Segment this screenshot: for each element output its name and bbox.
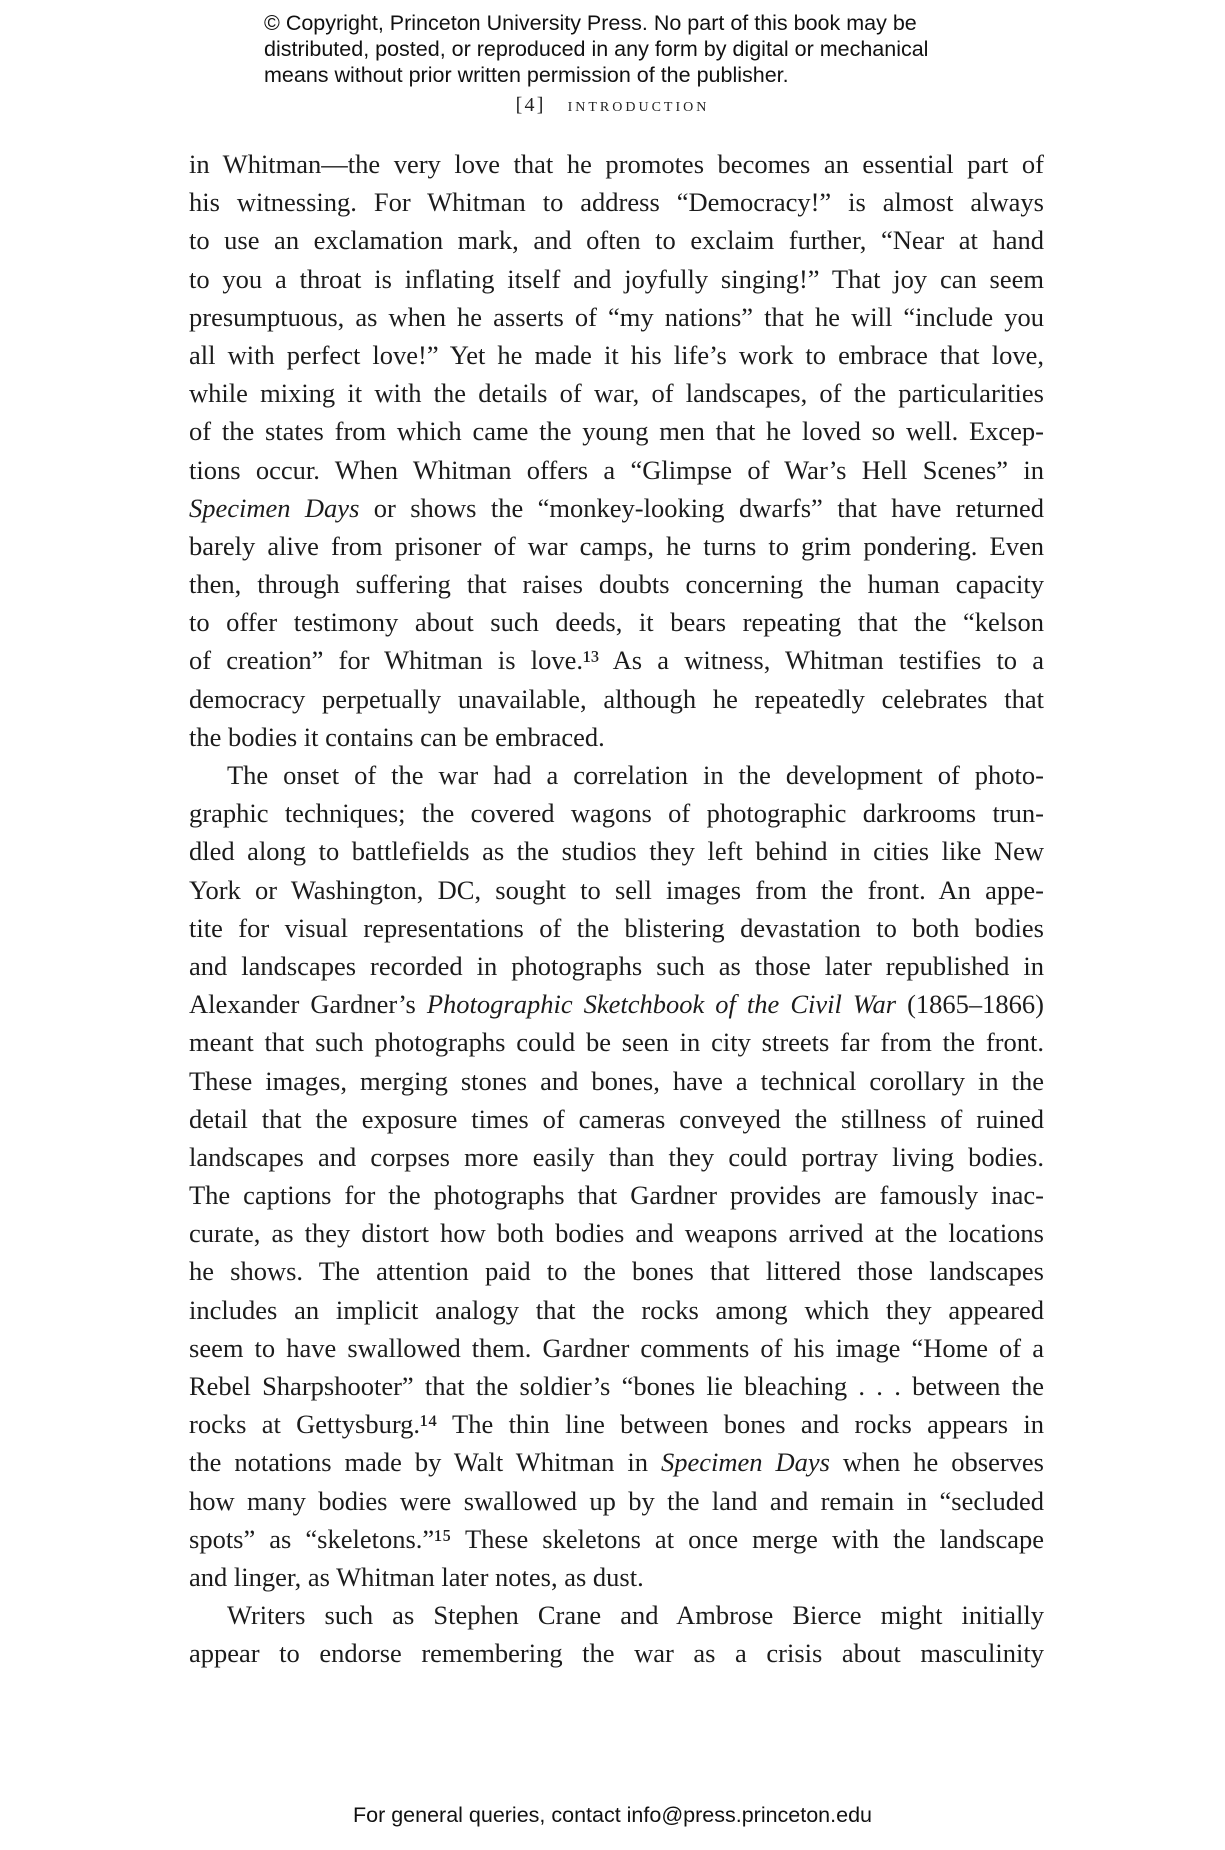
paragraph (189, 1596, 1044, 1672)
text-line: Rebel Sharpshooter” that the soldier’s “bones lie bleaching . . . between the (189, 1371, 1044, 1401)
text-line: how many bodies were swallowed up by the land and remain in “secluded (189, 1485, 1044, 1516)
copyright-line: distributed, posted, or reproduced in any form by digital or mechanical (264, 37, 929, 61)
text-line: of the states from which came the young men that he loved so well. Excep- (189, 416, 1044, 447)
text-line: appear to endorse remembering the war as a crisis about masculinity (189, 1638, 1044, 1669)
book-title: Specimen Days (189, 492, 360, 523)
text-line: York or Washington, DC, sought to sell images from the front. An appe- (189, 874, 1044, 905)
text-line: barely alive from prisoner of war camps, he turns to grim pondering. Even (189, 530, 1044, 561)
text-line: to offer testimony about such deeds, it bears repeating that the “kelson (189, 607, 1044, 638)
chapter-title: introduction (567, 94, 710, 116)
text-line: to you a throat is inflating itself and joyfully singing!” That joy can seem (189, 263, 1044, 294)
text-line: to use an exclamation mark, and often to exclaim further, “Near at hand (189, 225, 1044, 256)
book-title: Specimen Days (660, 1447, 830, 1478)
text-line: while mixing it with the details of war, of landscapes, of the particularities (189, 378, 1044, 409)
text-line: rocks at Gettysburg.¹⁴ The thin line between bones and rocks appears in (189, 1409, 1044, 1440)
text-line: dled along to battlefields as the studios they left behind in cities like New (189, 836, 1044, 867)
text-line: curate, as they distort how both bodies and weapons arrived at the locations (189, 1218, 1044, 1249)
text-line: and linger, as Whitman later notes, as dust. (189, 1561, 644, 1592)
footer-contact: For general queries, contact info@press.princeton.edu (352, 1803, 872, 1827)
text-line: The onset of the war had a correlation in the development of photo- (227, 760, 1044, 790)
body-text (189, 145, 1044, 1673)
text-line: detail that the exposure times of cameras conveyed the stillness of ruined (189, 1103, 1044, 1134)
text-line: tite for visual representations of the blistering devastation to both bodies (189, 912, 1044, 943)
text-line: democracy perpetually unavailable, although he repeatedly celebrates that (189, 683, 1044, 714)
text-line: the bodies it contains can be embraced. (189, 721, 605, 752)
text-line: landscapes and corpses more easily than they could portray living bodies. (189, 1141, 1044, 1172)
copyright-notice (264, 10, 984, 88)
text-line: These images, merging stones and bones, have a technical corollary in the (189, 1065, 1044, 1096)
text-line: his witnessing. For Whitman to address “Democracy!” is almost always (189, 187, 1044, 218)
paragraph (189, 145, 1044, 756)
text-line: meant that such photographs could be seen in city streets far from the front. (189, 1027, 1044, 1058)
copyright-line: © Copyright, Princeton University Press. No part of this book may be (264, 11, 917, 35)
text-line: Alexander Gardner’s Photographic Sketchbook of the Civil War (1865–1866) (189, 989, 1044, 1020)
text-line: tions occur. When Whitman offers a “Glimpse of War’s Hell Scenes” in (189, 454, 1044, 485)
text-line: spots” as “skeletons.”¹⁵ These skeletons at once merge with the landscape (189, 1523, 1044, 1554)
paragraph (189, 756, 1044, 1596)
text-line: Specimen Days or shows the “monkey-looking dwarfs” that have returned (189, 492, 1045, 523)
text-line: graphic techniques; the covered wagons of photographic darkrooms trun- (189, 798, 1044, 829)
text-line: he shows. The attention paid to the bones that littered those landscapes (189, 1256, 1044, 1287)
text-line: all with perfect love!” Yet he made it his life’s work to embrace that love, (189, 339, 1044, 370)
page-number: [4] (515, 94, 546, 116)
copyright-line: means without prior written permission of the publisher. (264, 63, 789, 87)
text-line: Writers such as Stephen Crane and Ambrose Bierce might initially (227, 1600, 1044, 1631)
text-line: then, through suffering that raises doubts concerning the human capacity (189, 569, 1044, 600)
text-line: presumptuous, as when he asserts of “my nations” that he will “include you (189, 301, 1044, 332)
running-head (0, 94, 1225, 117)
text-line: includes an implicit analogy that the rocks among which they appeared (189, 1294, 1044, 1325)
text-line: seem to have swallowed them. Gardner comments of his image “Home of a (189, 1332, 1044, 1363)
text-line: the notations made by Walt Whitman in Specimen Days when he observes (189, 1447, 1044, 1478)
book-title: Photographic Sketchbook of the Civil War (426, 989, 897, 1020)
text-line: and landscapes recorded in photographs such as those later republished in (189, 950, 1044, 981)
text-line: in Whitman—the very love that he promotes becomes an essential part of (189, 149, 1044, 179)
text-line: The captions for the photographs that Gardner provides are famously inac- (189, 1180, 1044, 1211)
text-line: of creation” for Whitman is love.¹³ As a witness, Whitman testifies to a (189, 645, 1044, 676)
